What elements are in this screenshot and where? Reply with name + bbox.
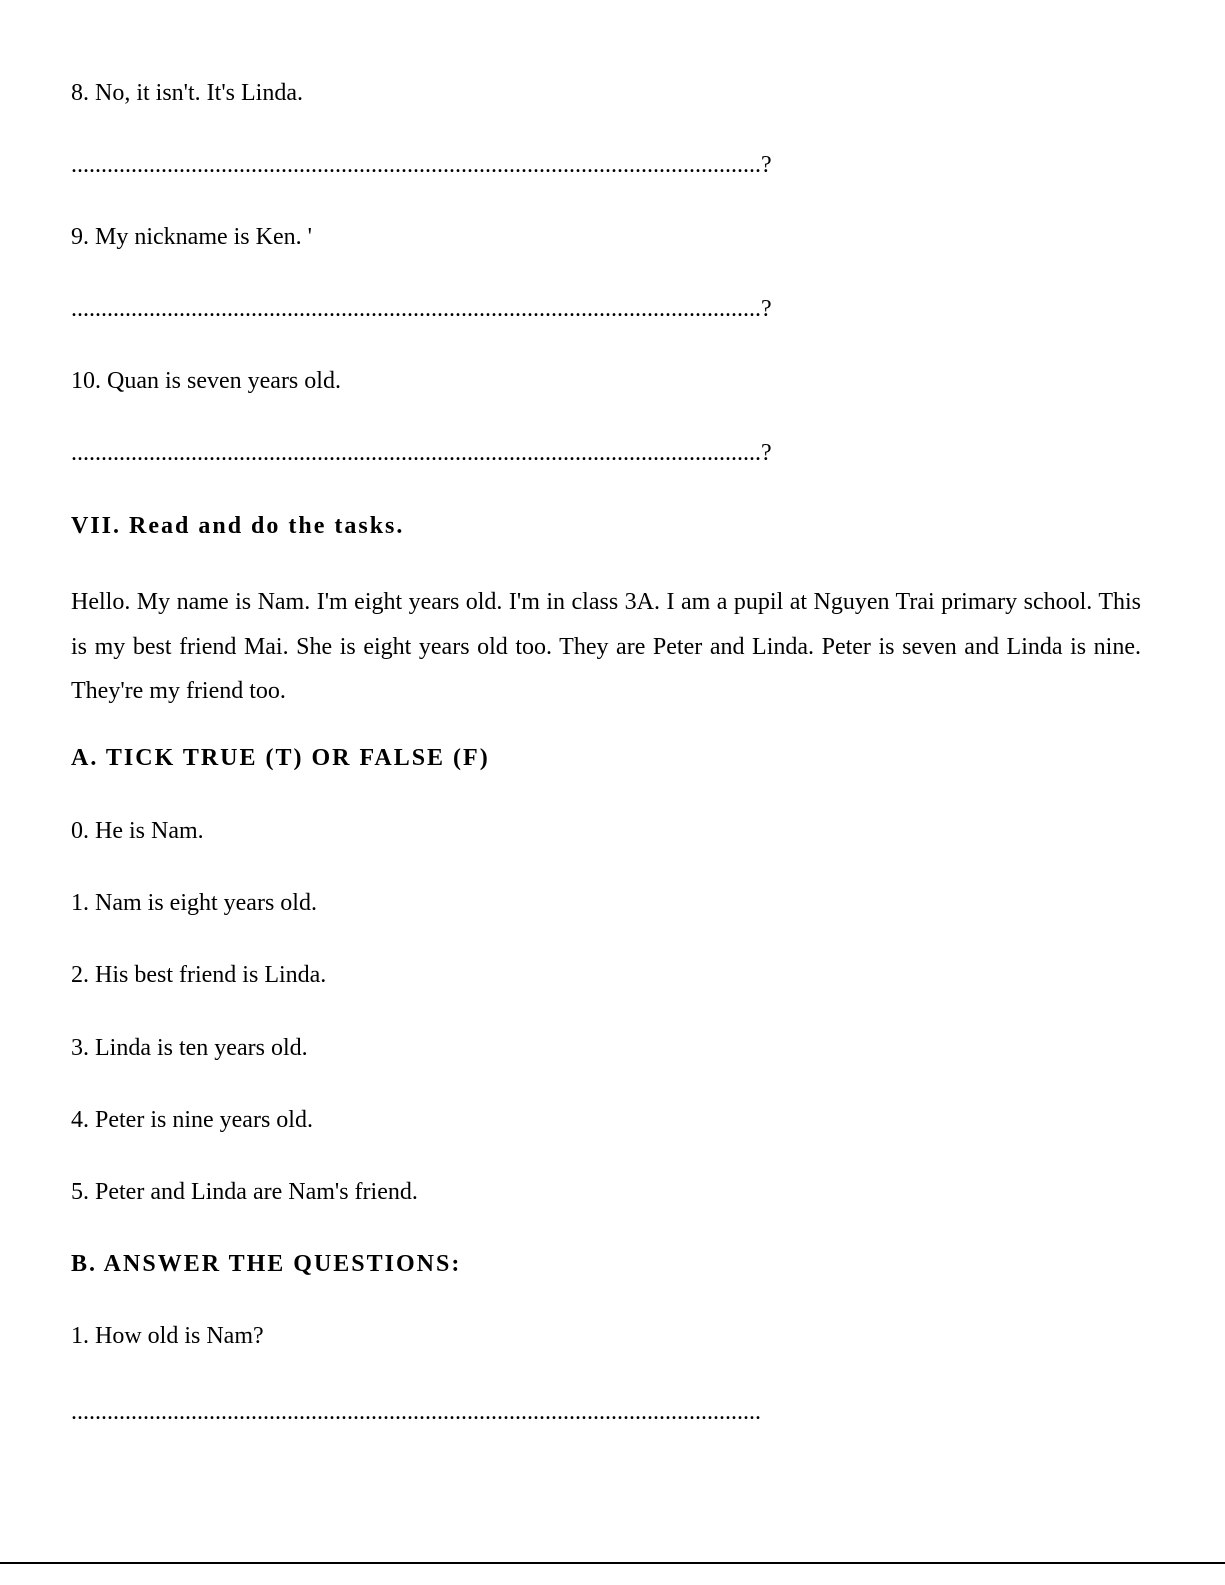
answer-line-9[interactable]: ...................................................................................................................? bbox=[71, 296, 772, 322]
part-b-question-1: 1. How old is Nam? bbox=[71, 1323, 264, 1349]
part-a-item-4: 4. Peter is nine years old. bbox=[71, 1107, 313, 1133]
part-a-item-0: 0. He is Nam. bbox=[71, 818, 204, 844]
answer-line-8[interactable]: ...................................................................................................................? bbox=[71, 152, 772, 178]
statement-10: 10. Quan is seven years old. bbox=[71, 368, 341, 394]
part-a-item-1: 1. Nam is eight years old. bbox=[71, 890, 317, 916]
part-a-item-5: 5. Peter and Linda are Nam's friend. bbox=[71, 1179, 418, 1205]
answer-line-10[interactable]: ...................................................................................................................? bbox=[71, 440, 772, 466]
part-a-item-3: 3. Linda is ten years old. bbox=[71, 1035, 308, 1061]
part-b-answer-line-1[interactable]: ................................................................................................................... bbox=[71, 1399, 761, 1425]
page-bottom-rule bbox=[0, 1562, 1225, 1564]
section-vii-title: VII. Read and do the tasks. bbox=[71, 513, 405, 539]
part-a-item-2: 2. His best friend is Linda. bbox=[71, 962, 327, 988]
part-b-title: B. ANSWER THE QUESTIONS: bbox=[71, 1251, 462, 1277]
reading-passage: Hello. My name is Nam. I'm eight years old. I'm in class 3A. I am a pupil at Nguyen Trai primary school. This is my best friend Mai. She is eight years old too. They are Peter and Linda. Peter is seven and Linda is nine. They're my friend too. bbox=[71, 589, 1141, 704]
statement-9: 9. My nickname is Ken. ' bbox=[71, 224, 312, 250]
part-a-title: A. TICK TRUE (T) OR FALSE (F) bbox=[71, 745, 490, 771]
statement-8: 8. No, it isn't. It's Linda. bbox=[71, 80, 303, 106]
